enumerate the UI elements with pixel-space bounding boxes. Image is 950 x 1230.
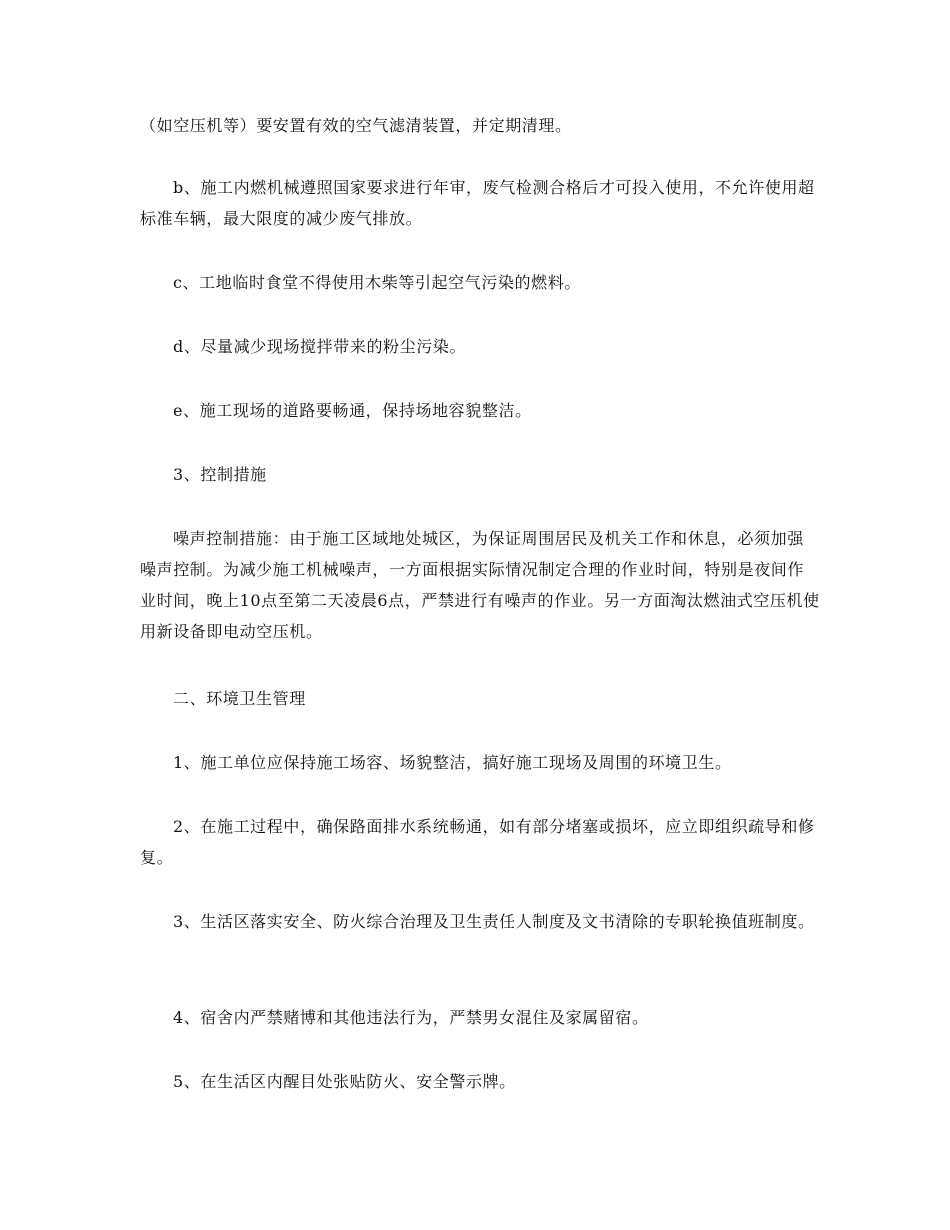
section-heading-environment-sanitation: 二、环境卫生管理: [173, 689, 306, 708]
paragraph-item-e: e、施工现场的道路要畅通，保持场地容貌整洁。: [173, 401, 532, 420]
paragraph-noise-control: 噪声控制措施：由于施工区域地处城区，为保证周围居民及机关工作和休息，必须加强噪声控制。为减少施工机械噪声，一方面根据实际情况制定合理的作业时间，特别是夜间作业时间，晚上10点至第二天凌晨6点，严禁进行有噪声的作业。另一方面淘汰燃油式空压机使用新设备即电动空压机。: [140, 529, 820, 641]
paragraph-item-1: 1、施工单位应保持施工场容、场貌整洁，搞好施工现场及周围的环境卫生。: [173, 753, 732, 772]
paragraph-item-2: 2、在施工过程中，确保路面排水系统畅通，如有部分堵塞或损坏，应立即组织疏导和修复。: [140, 817, 815, 867]
paragraph-item-4: 4、宿舍内严禁赌博和其他违法行为，严禁男女混住及家属留宿。: [173, 1008, 649, 1027]
paragraph-item-d: d、尽量减少现场搅拌带来的粉尘污染。: [173, 337, 467, 356]
paragraph-item-3: 3、生活区落实安全、防火综合治理及卫生责任人制度及文书清除的专职轮换值班制度。: [173, 912, 815, 931]
paragraph-item-b: b、施工内燃机械遵照国家要求进行年审，废气检测合格后才可投入使用，不允许使用超标准车辆，最大限度的减少废气排放。: [140, 178, 815, 228]
paragraph-item-5: 5、在生活区内醒目处张贴防火、安全警示牌。: [173, 1072, 516, 1091]
paragraph-air-filter-continuation: （如空压机等）要安置有效的空气滤清装置，并定期清理。: [140, 116, 572, 135]
paragraph-item-c: c、工地临时食堂不得使用木柴等引起空气污染的燃料。: [173, 273, 581, 292]
section-heading-control-measures: 3、控制措施: [173, 465, 267, 484]
